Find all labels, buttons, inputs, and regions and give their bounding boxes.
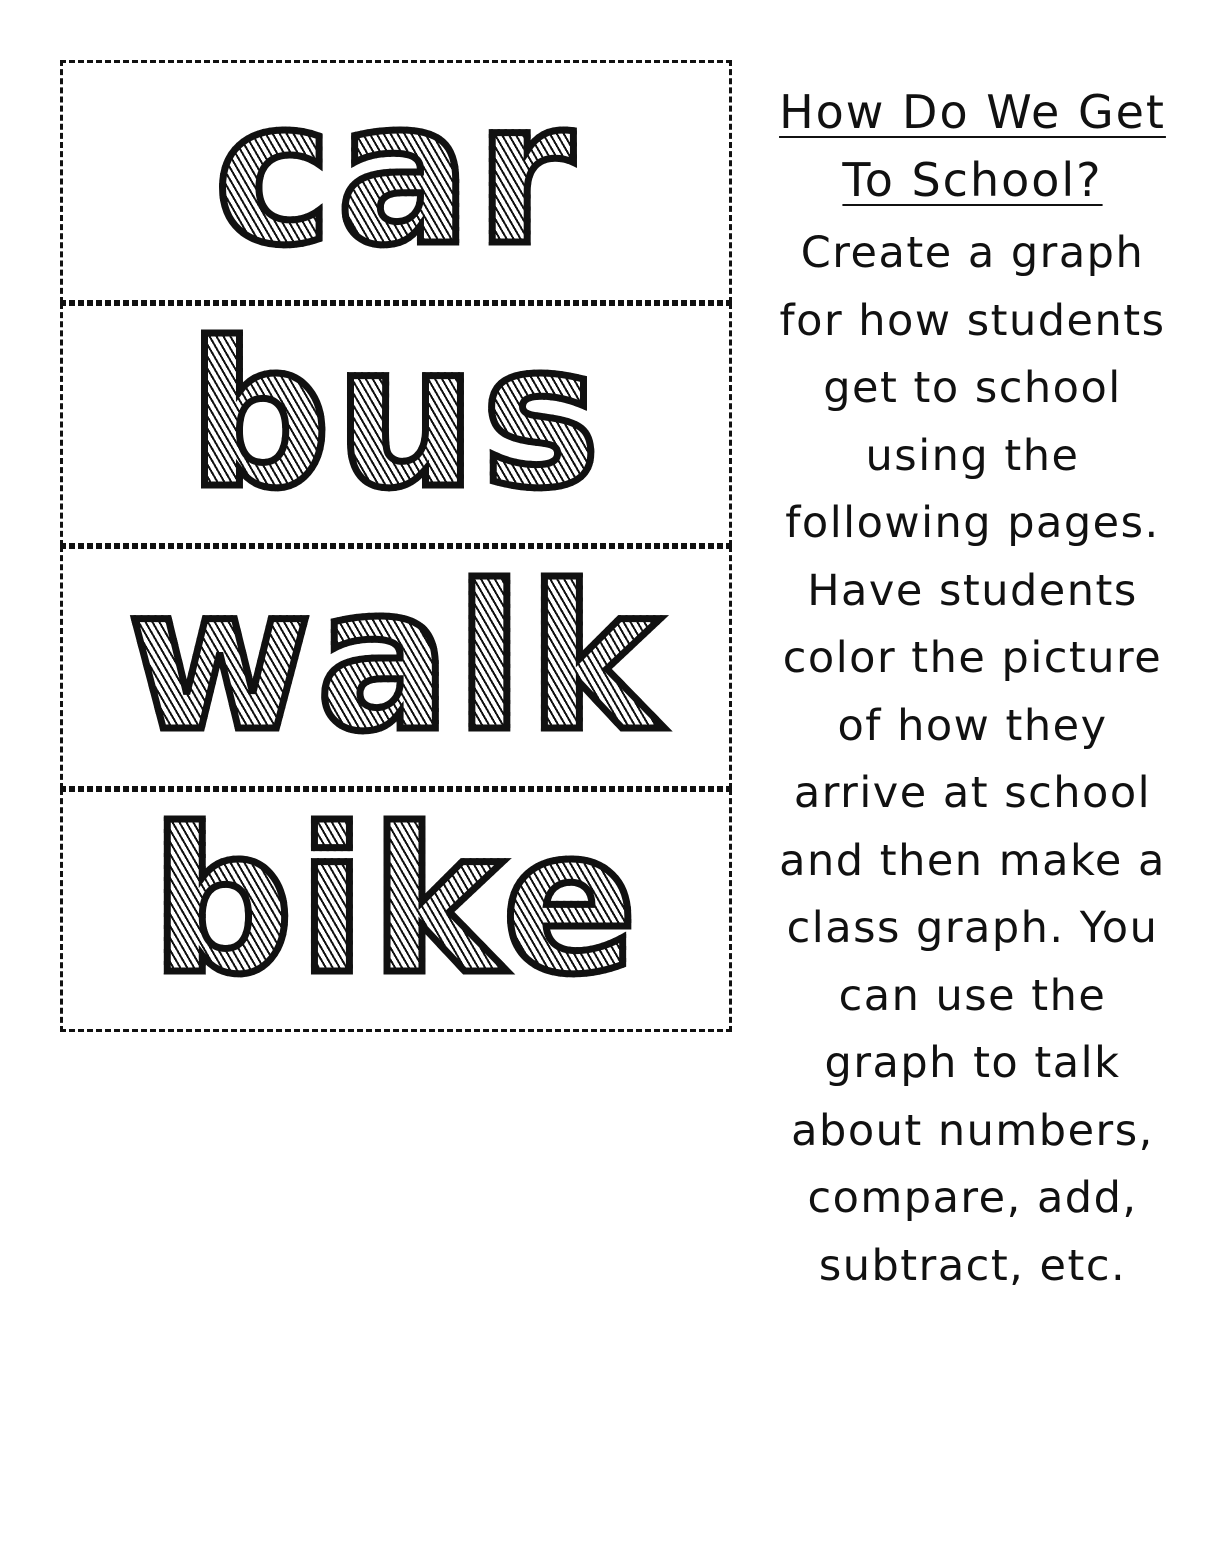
instructions-body: Create a graph for how students get to school using the following pages. Have students color the picture of how they arrive at school and then make a class graph. You can use the graph to talk about numbers, compare, add, subtract, etc. bbox=[779, 228, 1166, 1291]
word-cards bbox=[60, 56, 732, 1032]
word-card-bus bbox=[60, 299, 732, 546]
instructions-title: How Do We Get To School? bbox=[779, 85, 1166, 207]
word-card-car bbox=[60, 56, 732, 303]
instructions-panel bbox=[765, 78, 1180, 1300]
word-bike: bike bbox=[150, 785, 642, 1019]
word-card-bike bbox=[60, 785, 732, 1032]
word-walk: walk bbox=[127, 542, 665, 776]
word-car: car bbox=[213, 56, 579, 290]
word-bus: bus bbox=[187, 299, 605, 533]
word-card-walk bbox=[60, 542, 732, 789]
